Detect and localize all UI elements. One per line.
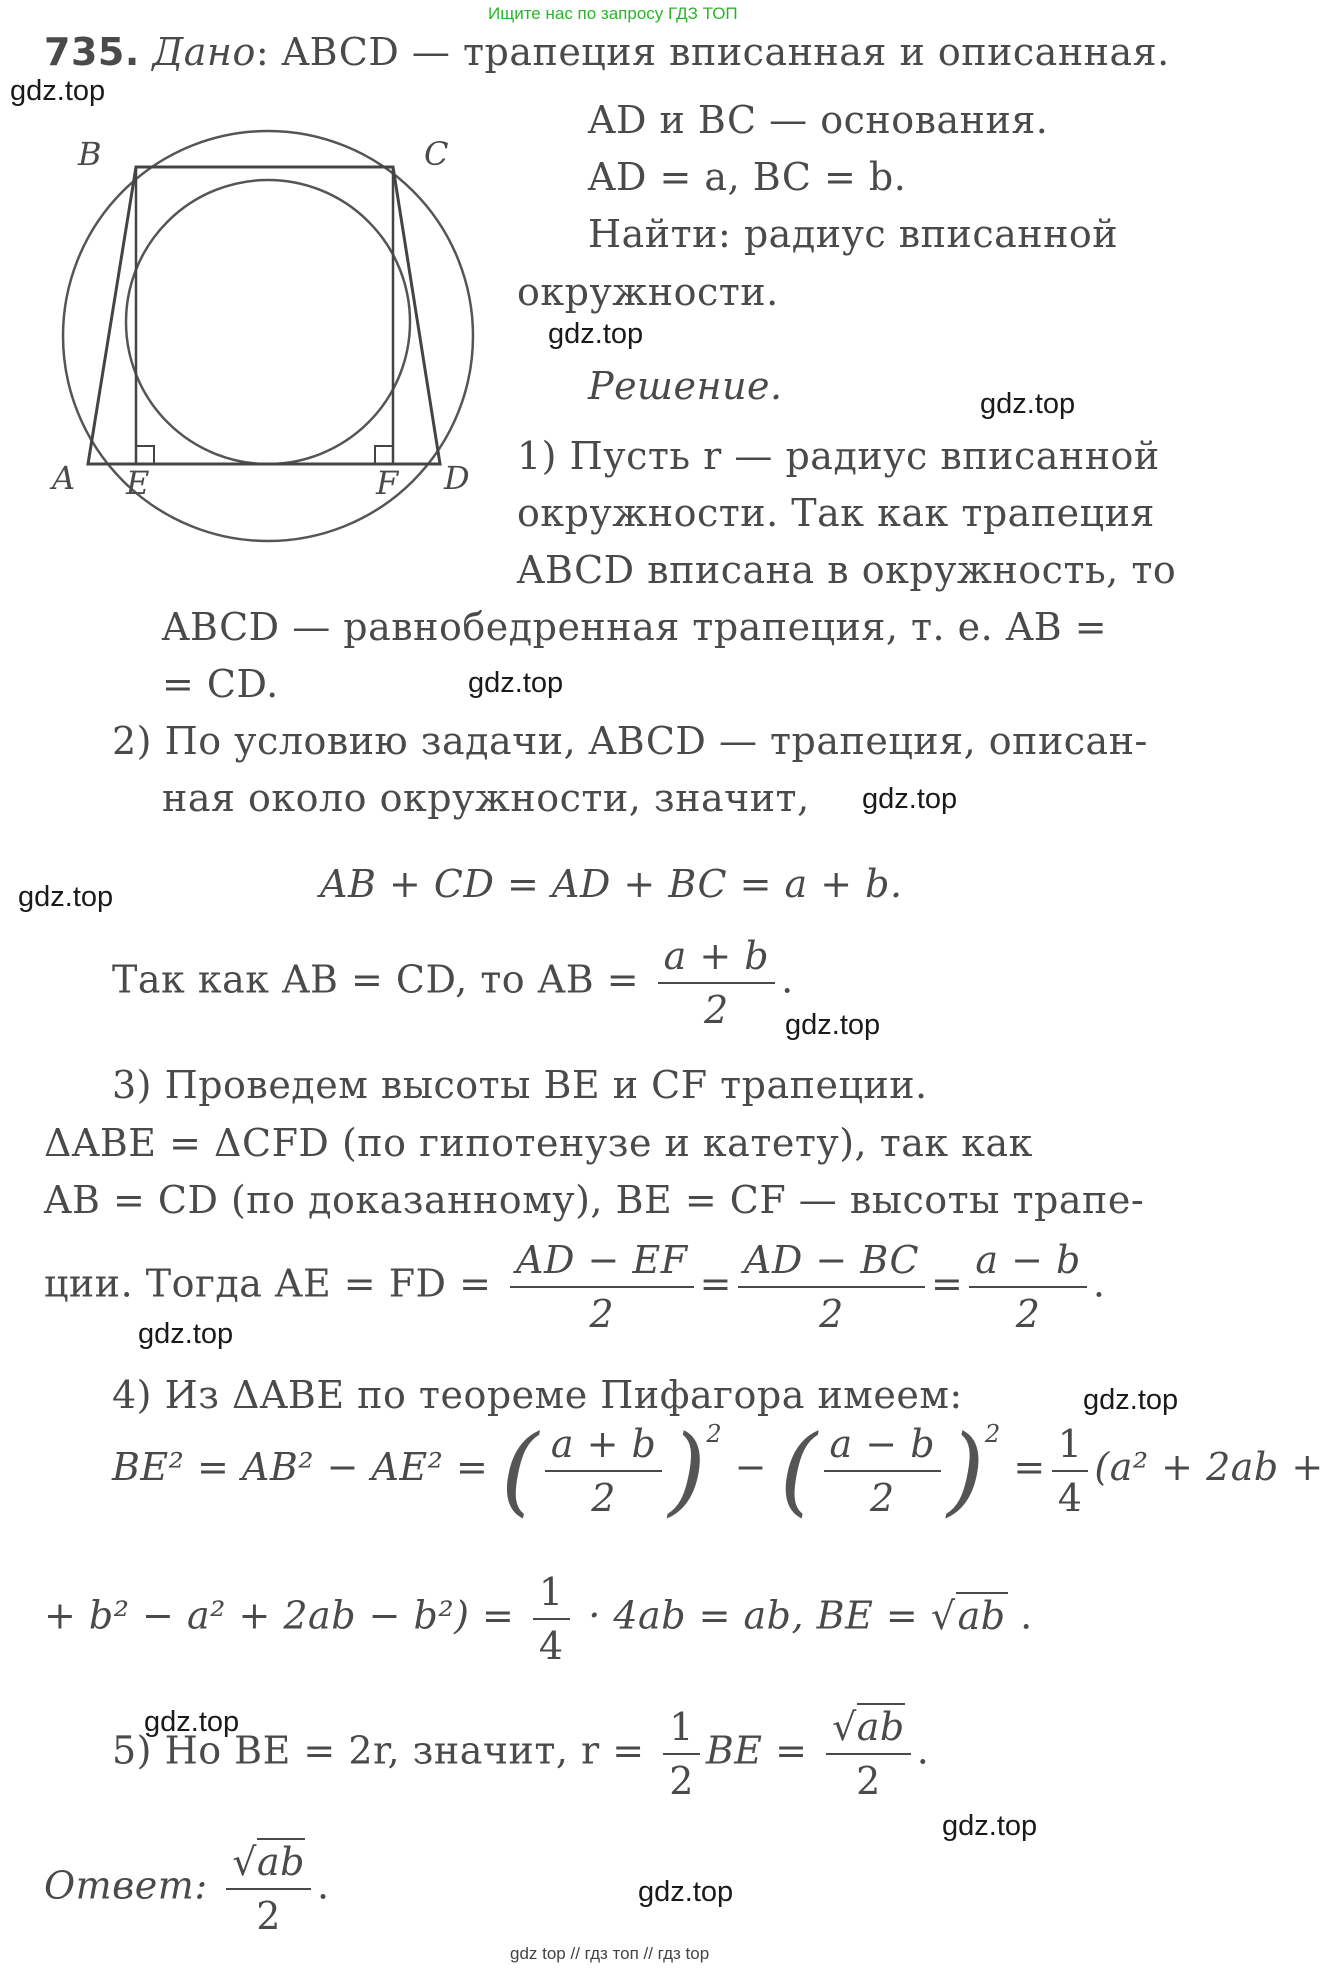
- trapezoid-figure: [40, 120, 500, 570]
- watermark: gdz.top: [638, 1876, 734, 1908]
- step2-line3-text: Так как AB = CD, то AB =: [112, 957, 640, 1002]
- step3-line4: ции. Тогда AE = FD = $\frac{AD - EF}{2}$ = $\frac{AD - BC}{2}$ = $\frac{a - b}{2}$ .: [44, 1238, 1106, 1336]
- fraction-denominator: 2: [869, 1475, 895, 1520]
- step2-line2: ная около окружности, значит,: [162, 776, 810, 820]
- watermark: gdz.top: [1083, 1384, 1179, 1416]
- watermark: gdz.top: [468, 667, 564, 699]
- label-f: F: [376, 464, 399, 502]
- step4-eq-tail: (a² + 2ab +: [1094, 1445, 1324, 1489]
- step1-line3: ABCD вписана в окружность, то: [517, 548, 1177, 592]
- fraction-numerator: a + b: [545, 1422, 662, 1472]
- sqrt-ab: √ab: [930, 1593, 1006, 1638]
- fraction-one-quarter: [1052, 1422, 1089, 1520]
- inscribed-circle: [126, 180, 410, 464]
- watermark: gdz.top: [18, 881, 114, 913]
- fraction-one-half: [663, 1705, 700, 1803]
- fraction-denominator: 2: [669, 1759, 694, 1803]
- step2-line1: 2) По условию задачи, ABCD — трапеция, описан-: [112, 719, 1148, 763]
- watermark: gdz.top: [548, 318, 644, 350]
- top-banner[interactable]: Ищите нас по запросу ГДЗ ТОП: [488, 4, 738, 23]
- step4-line1: 4) Из ΔABE по теореме Пифагора имеем:: [112, 1373, 963, 1417]
- fraction-denominator: 4: [1057, 1475, 1083, 1520]
- fraction-ad-minus-ef: [510, 1238, 694, 1336]
- fraction-denominator: 2: [256, 1894, 281, 1938]
- fraction-numerator: a − b: [824, 1422, 941, 1472]
- fraction-a-minus-b: [969, 1238, 1086, 1336]
- find-line-1: Найти: радиус вписанной: [588, 212, 1119, 256]
- fraction-numerator: 1: [663, 1705, 700, 1755]
- step5-text: 5) Но BE = 2r, значит, r =: [112, 1728, 645, 1773]
- step4-line2-mid: · 4ab = ab, BE =: [588, 1593, 919, 1638]
- sqrt-radicand: ab: [856, 1705, 905, 1749]
- step5-mid: BE =: [705, 1728, 808, 1773]
- step1-line1: 1) Пусть r — радиус вписанной: [517, 434, 1160, 478]
- step1-line2: окружности. Так как трапеция: [517, 491, 1155, 535]
- fraction-numerator: a + b: [658, 934, 775, 984]
- watermark: gdz.top: [862, 783, 958, 815]
- step4-equation: BE² = AB² − AE² = ( $\frac{a + b}{2}$ )$^2$ − ( $\frac{a - b}{2}$ )$^2$ = $\frac{1}{4}$ (a² + 2ab +: [112, 1414, 1324, 1527]
- step4-line2: + b² − a² + 2ab − b²) = $\frac{1}{4}$ · 4ab = ab, BE = √ab .: [44, 1570, 1033, 1668]
- step1-line4: ABCD — равнобедренная трапеция, т. е. AB =: [162, 605, 1108, 649]
- step3-line1: 3) Проведем высоты BE и CF трапеции.: [112, 1063, 928, 1107]
- circumscribed-circle: [63, 131, 473, 541]
- fraction-numerator: 1: [533, 1570, 570, 1620]
- footer-links[interactable]: gdz top // гдз топ // гдз top: [510, 1944, 710, 1963]
- step2-equation: AB + CD = AD + BC = a + b.: [320, 862, 903, 906]
- answer-fraction: $\frac{√ab}{2}$: [226, 1840, 311, 1938]
- answer-word: Ответ: [44, 1863, 195, 1908]
- fraction-numerator: 1: [1052, 1422, 1089, 1472]
- problem-header: [44, 30, 1170, 74]
- fraction-denominator: 2: [589, 1292, 615, 1336]
- watermark: gdz.top: [138, 1318, 234, 1350]
- given-word: Дано: [152, 30, 256, 74]
- bases-line: AD и BC — основания.: [588, 98, 1049, 142]
- step1-line5: = CD.: [162, 662, 279, 706]
- step3-line2: ΔABE = ΔCFD (по гипотенузе и катету), так как: [44, 1121, 1033, 1165]
- fraction-a-minus-b-sq: [824, 1422, 941, 1520]
- given-rest: : ABCD — трапеция вписанная и описанная.: [255, 30, 1170, 74]
- watermark: gdz.top: [942, 1810, 1038, 1842]
- fraction-a-plus-b: [545, 1422, 662, 1520]
- fraction-ad-minus-bc: [738, 1238, 925, 1336]
- fraction-numerator: AD − BC: [738, 1238, 925, 1288]
- step3-line3: AB = CD (по доказанному), BE = CF — высоты трапе-: [44, 1178, 1145, 1222]
- fraction-sqrt-ab-over-2: $\frac{√ab}{2}$: [826, 1705, 911, 1803]
- solution-title: Решение.: [588, 364, 783, 408]
- fraction-denominator: 2: [1015, 1292, 1041, 1336]
- watermark: gdz.top: [785, 1009, 881, 1041]
- label-e: E: [126, 464, 150, 502]
- right-angle-e: [136, 446, 154, 464]
- fraction-one-quarter-2: [533, 1570, 570, 1668]
- fraction-denominator: 2: [704, 988, 729, 1032]
- trapezoid-abcd: [88, 167, 440, 464]
- right-angle-f: [375, 446, 393, 464]
- step4-line2-text: + b² − a² + 2ab − b²) =: [44, 1593, 515, 1638]
- label-b: B: [78, 135, 102, 173]
- fraction-denominator: 4: [538, 1624, 564, 1668]
- label-a: A: [52, 459, 76, 497]
- fraction-denominator: 2: [819, 1292, 844, 1336]
- watermark: gdz.top: [980, 388, 1076, 420]
- step5-line: 5) Но BE = 2r, значит, r = $\frac{1}{2}$ BE = $\frac{√ab}{2}$ .: [112, 1705, 930, 1803]
- sqrt-radicand: ab: [957, 1593, 1006, 1638]
- find-line-2: окружности.: [517, 270, 779, 314]
- problem-number: 735.: [44, 30, 140, 74]
- values-line: AD = a, BC = b.: [588, 155, 907, 199]
- step2-line3: Так как AB = CD, то AB = $\frac{a + b}{2}$ .: [112, 934, 794, 1032]
- label-d: D: [444, 459, 470, 497]
- fraction-numerator: AD − EF: [510, 1238, 694, 1288]
- watermark: gdz.top: [144, 1706, 240, 1738]
- step3-line4-text: ции. Тогда AE = FD =: [44, 1261, 492, 1306]
- sqrt-radicand: ab: [256, 1840, 305, 1884]
- fraction-a-plus-b-over-2: [658, 934, 775, 1032]
- fraction-numerator: a − b: [969, 1238, 1086, 1288]
- fraction-denominator: 2: [856, 1759, 881, 1803]
- fraction-denominator: 2: [591, 1475, 616, 1520]
- label-c: C: [424, 135, 449, 173]
- step4-eq-text: BE² = AB² − AE² =: [112, 1445, 489, 1489]
- watermark: gdz.top: [10, 75, 106, 107]
- answer-line: Ответ: $\frac{√ab}{2}$ .: [44, 1840, 330, 1938]
